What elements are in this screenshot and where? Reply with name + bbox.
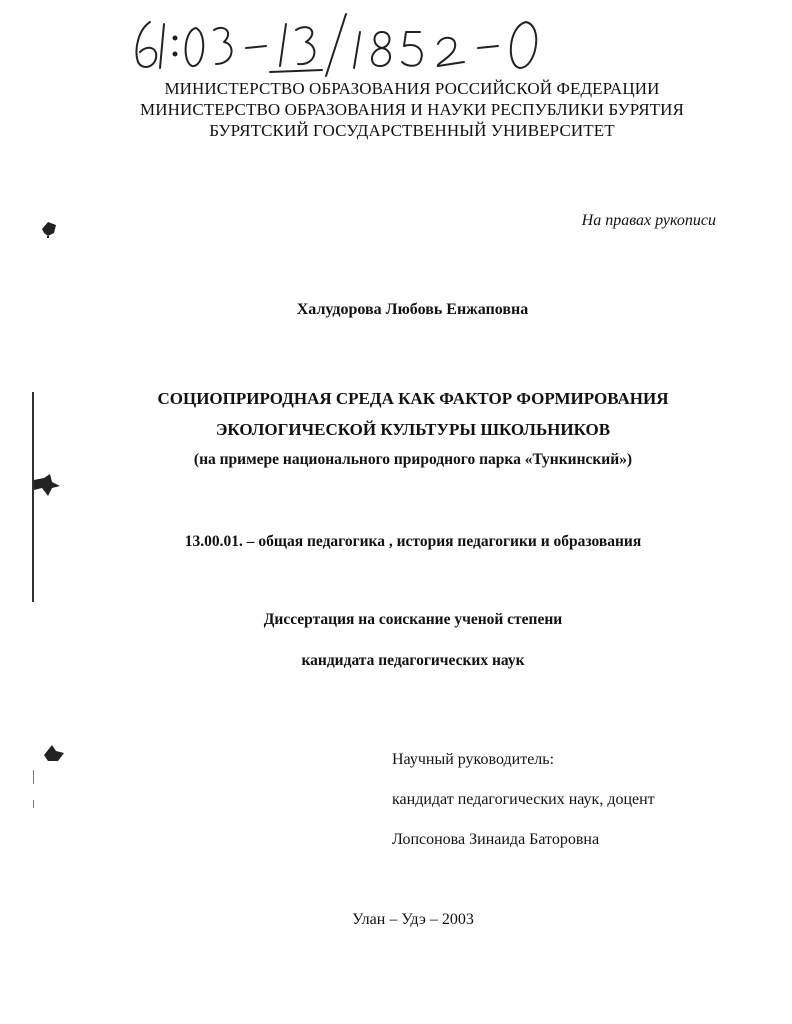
- scan-mark: [44, 743, 64, 763]
- degree-line-2: кандидата педагогических наук: [301, 652, 525, 669]
- scan-mark: [40, 220, 58, 238]
- specialty-code: 13.00.01. – общая педагогика , история педагогики и образования: [184, 533, 642, 550]
- city-year: Улан – Удэ – 2003: [352, 911, 474, 928]
- supervisor-name: Лопсонова Зинаида Баторовна: [392, 831, 600, 848]
- manuscript-rights-note: На правах рукописи: [581, 212, 716, 229]
- handwritten-archive-code: [120, 10, 580, 80]
- scan-tick: [33, 800, 34, 808]
- dissertation-title-line-2: ЭКОЛОГИЧЕСКОЙ КУЛЬТУРЫ ШКОЛЬНИКОВ: [215, 420, 611, 439]
- scan-tick: [33, 770, 34, 784]
- supervisor-title: кандидат педагогических наук, доцент: [392, 791, 655, 808]
- dissertation-subtitle: (на примере национального природного парка «Тункинский»): [193, 451, 633, 468]
- ministry-heading-1: МИНИСТЕРСТВО ОБРАЗОВАНИЯ РОССИЙСКОЙ ФЕДЕРАЦИИ: [164, 79, 660, 98]
- scan-mark: [34, 474, 60, 496]
- ministry-heading-2: МИНИСТЕРСТВО ОБРАЗОВАНИЯ И НАУКИ РЕСПУБЛИКИ БУРЯТИЯ: [140, 100, 684, 119]
- degree-line-1: Диссертация на соискание ученой степени: [263, 611, 563, 628]
- dissertation-title-line-1: СОЦИОПРИРОДНАЯ СРЕДА КАК ФАКТОР ФОРМИРОВАНИЯ: [157, 389, 669, 408]
- university-heading: БУРЯТСКИЙ ГОСУДАРСТВЕННЫЙ УНИВЕРСИТЕТ: [209, 121, 615, 140]
- supervisor-label: Научный руководитель:: [392, 751, 555, 768]
- author-name: Халудорова Любовь Енжаповна: [296, 301, 529, 318]
